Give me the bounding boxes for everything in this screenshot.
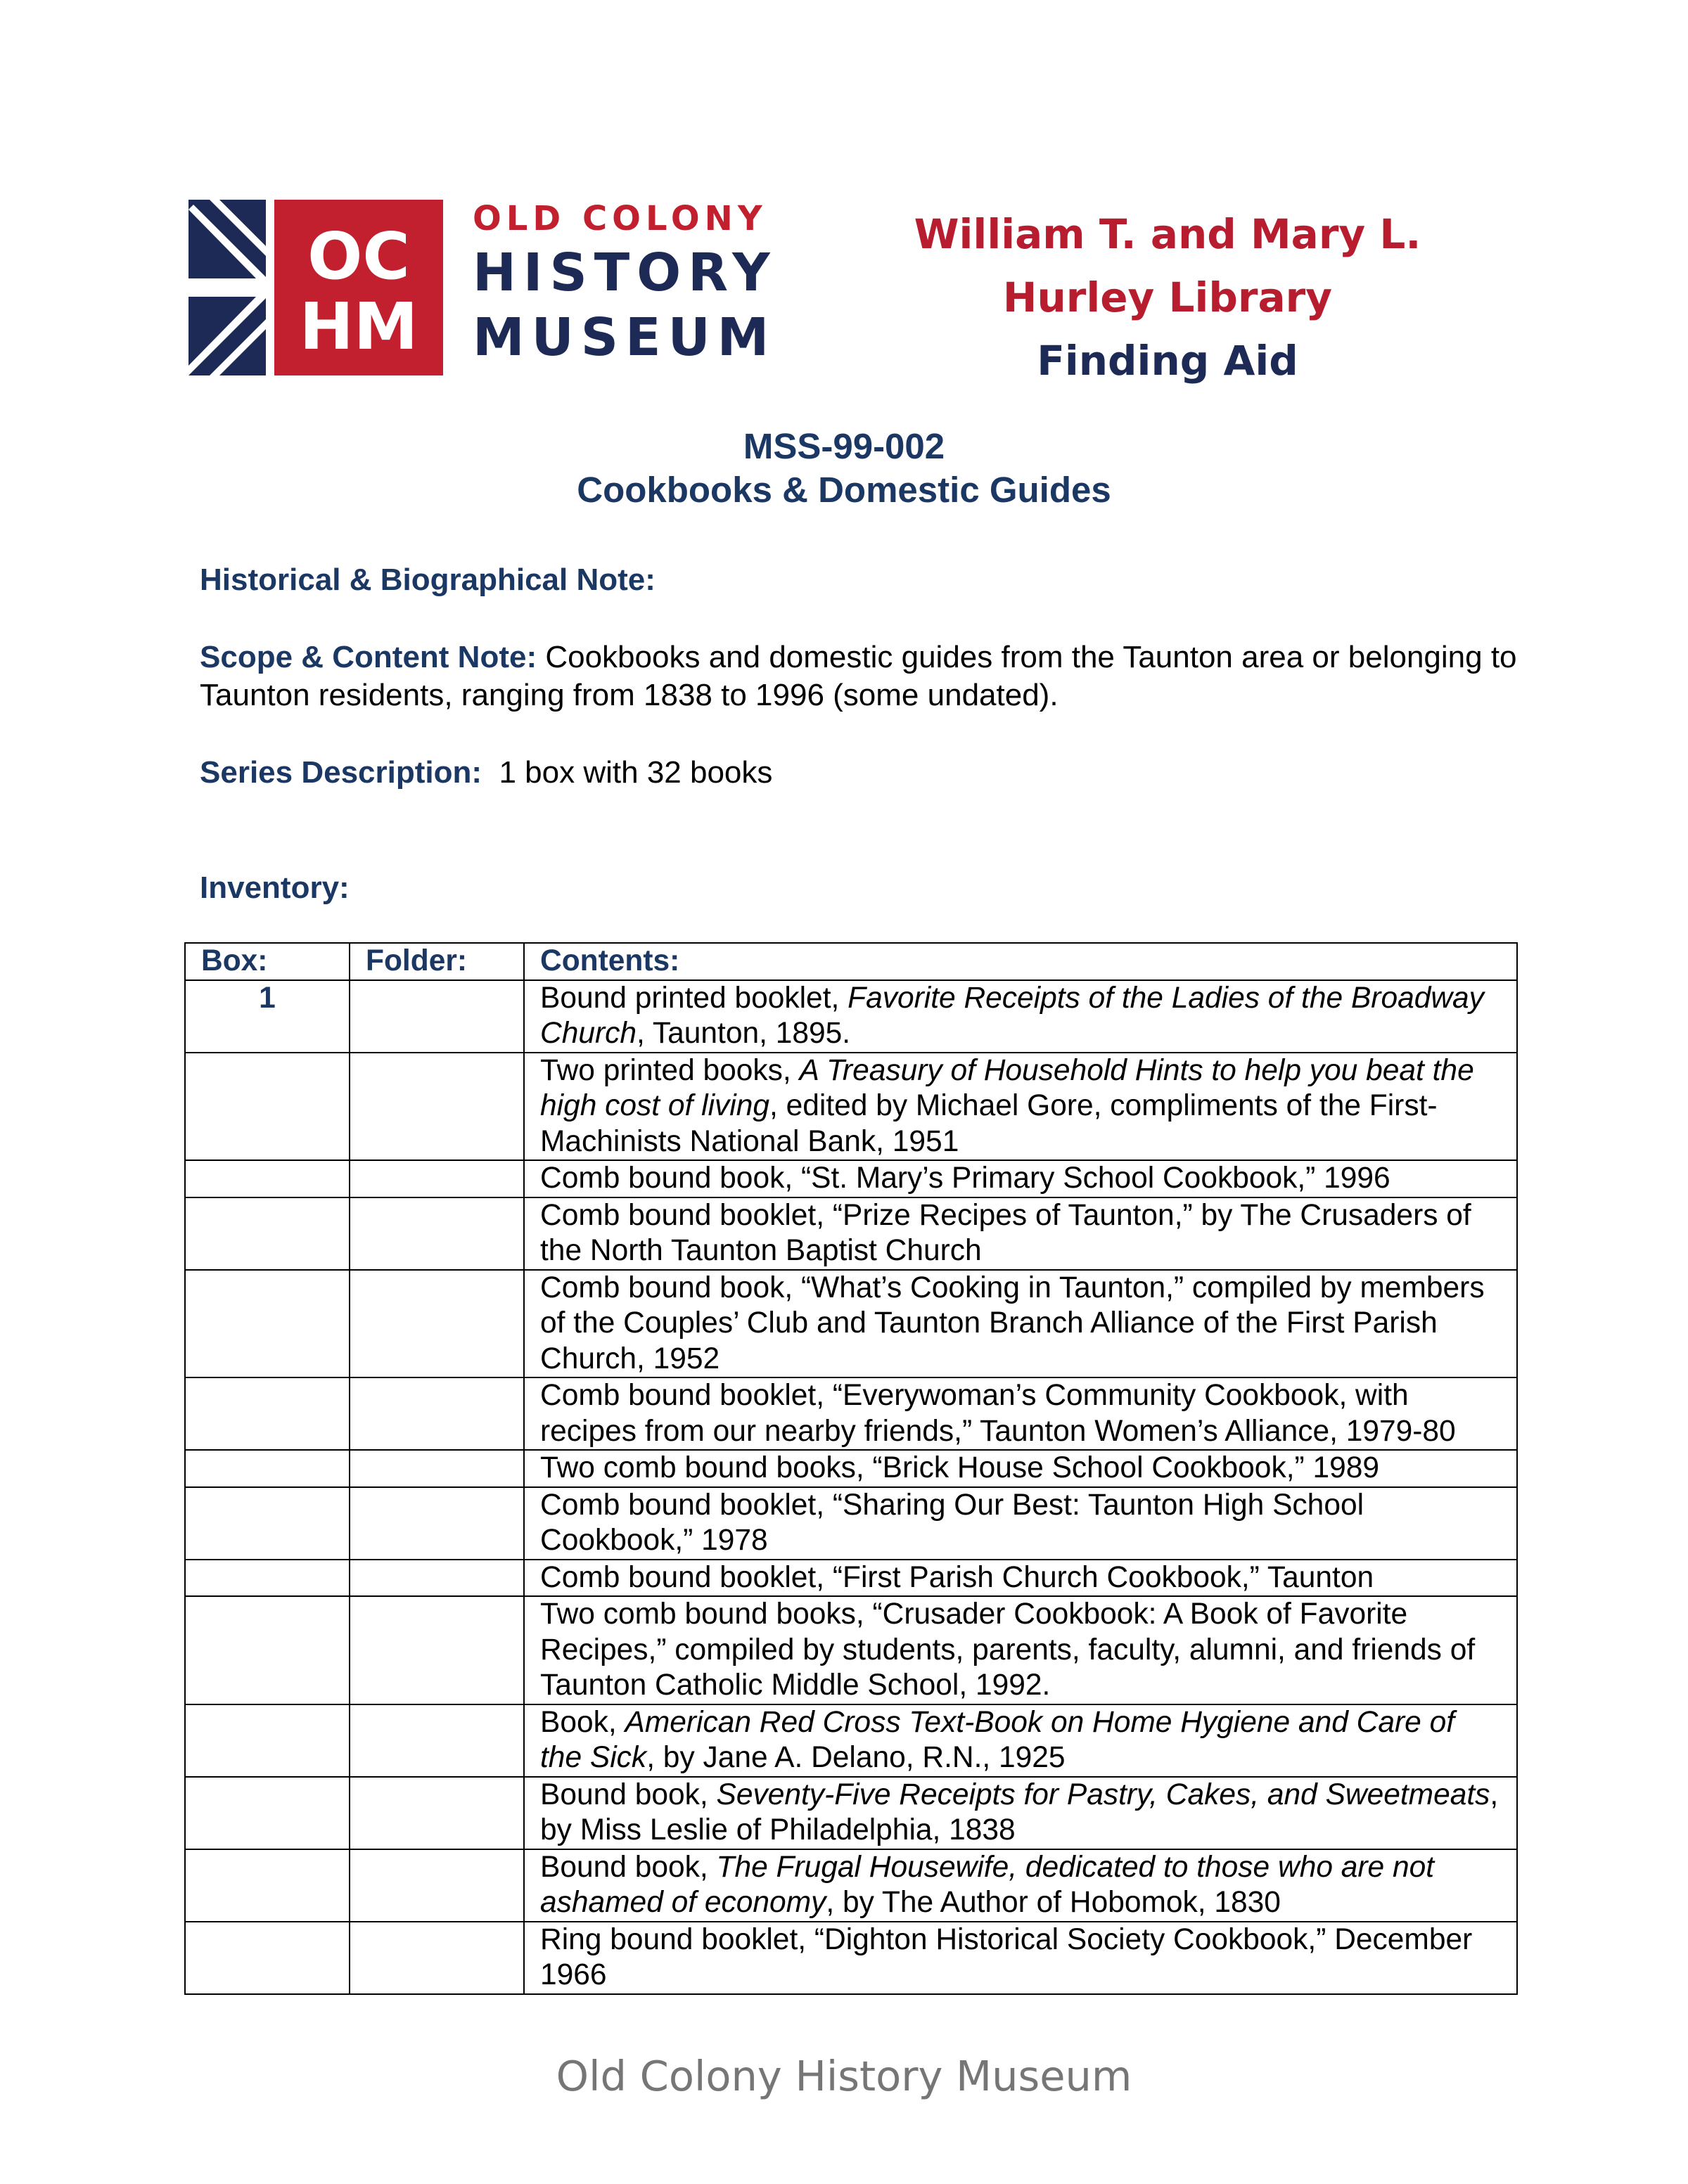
contents-cell [524,1560,1517,1597]
contents-post-text: , edited by Michael Gore, compliments of the First-Machinists National Bank, 1951 [540,1089,1438,1158]
contents-pre-text: Book, [540,1705,625,1739]
library-name-line2: Hurley Library [1002,274,1333,321]
table-row [185,1450,1517,1487]
historical-note [200,561,1522,599]
folder-cell [350,1197,524,1270]
box-cell [185,1377,350,1450]
contents-cell [524,1704,1517,1777]
contents-cell [524,1596,1517,1704]
header-box: Box: [185,943,350,980]
contents-post-text: , by Miss Leslie of Philadelphia, 1838 [540,1778,1499,1846]
inventory-table [184,942,1518,1995]
inventory-heading [200,869,1522,907]
contents-pre-text: Two comb bound books, “Brick House School Cookbook,” 1989 [540,1451,1380,1484]
contents-cell [524,980,1517,1053]
box-cell [185,1777,350,1849]
table-row [185,1922,1517,1994]
folder-cell [350,1596,524,1704]
table-row [185,1777,1517,1849]
union-jack-logo-mark [188,200,443,375]
collection-title: Cookbooks & Domestic Guides [577,470,1111,510]
table-row [185,1849,1517,1922]
box-cell [185,1053,350,1161]
logo-monogram-top: OC [307,219,410,294]
folder-cell [350,1270,524,1378]
inventory-label: Inventory: [200,871,350,905]
contents-cell [524,1160,1517,1197]
folder-cell [350,980,524,1053]
contents-cell [524,1777,1517,1849]
box-cell [185,1270,350,1378]
museum-logo [188,197,800,380]
collection-id: MSS-99-002 [743,426,945,466]
contents-pre-text: Two printed books, [540,1053,800,1087]
folder-cell [350,1160,524,1197]
box-cell [185,1450,350,1487]
folder-cell [350,1560,524,1597]
series-description-text: 1 box with 32 books [482,755,773,790]
logo-wordmark [473,197,803,370]
contents-title-italic: American Red Cross Text-Book on Home Hygiene and Care of the Sick [540,1705,1455,1774]
contents-pre-text: Comb bound booklet, “Sharing Our Best: Taunton High School Cookbook,” 1978 [540,1488,1364,1557]
table-row [185,980,1517,1053]
series-description-label: Series Description: [200,755,482,790]
contents-cell [524,1450,1517,1487]
box-cell [185,1197,350,1270]
page-footer: Old Colony History Museum [556,2052,1132,2100]
table-row [185,1596,1517,1704]
box-cell [185,1922,350,1994]
contents-cell [524,1377,1517,1450]
folder-cell [350,1777,524,1849]
contents-title-italic: The Frugal Housewife, dedicated to those who are not ashamed of economy [540,1850,1435,1919]
contents-cell [524,1197,1517,1270]
contents-cell [524,1849,1517,1922]
folder-cell [350,1053,524,1161]
logo-line-old-colony: OLD COLONY [473,199,767,238]
finding-aid-title: Finding Aid [1037,337,1298,385]
box-cell [185,1596,350,1704]
contents-pre-text: Comb bound booklet, “First Parish Church Cookbook,” Taunton [540,1560,1374,1594]
table-row [185,1704,1517,1777]
logo-line-history: HISTORY [473,243,777,303]
table-row [185,1487,1517,1560]
folder-cell [350,1849,524,1922]
scope-note [200,638,1522,714]
table-row [185,1053,1517,1161]
table-row [185,1377,1517,1450]
historical-note-label: Historical & Biographical Note: [200,563,656,597]
contents-cell [524,1487,1517,1560]
contents-pre-text: Comb bound book, “What’s Cooking in Taunton,” compiled by members of the Couples’ Club and Taunton Branch Alliance of the First Parish Church, 1952 [540,1271,1485,1375]
box-cell [185,1487,350,1560]
table-row [185,1270,1517,1378]
box-cell [185,1160,350,1197]
box-cell [185,1560,350,1597]
contents-pre-text: Bound book, [540,1778,717,1811]
contents-title-italic: Favorite Receipts of the Ladies of the Broadway Church [540,981,1484,1050]
folder-cell [350,1450,524,1487]
contents-pre-text: Two comb bound books, “Crusader Cookbook: A Book of Favorite Recipes,” compiled by students, parents, faculty, alumni, and friends of Taunton Catholic Middle School, 1992. [540,1598,1476,1702]
contents-pre-text: Comb bound booklet, “Everywoman’s Community Cookbook, with recipes from our nearby friends,” Taunton Women’s Alliance, 1979-80 [540,1379,1456,1448]
contents-pre-text: Bound printed booklet, [540,981,848,1015]
header-folder: Folder: [350,943,524,980]
table-header-row [185,943,1517,980]
contents-title-italic: Seventy-Five Receipts for Pastry, Cakes, and Sweetmeats [716,1778,1490,1811]
contents-cell [524,1922,1517,1994]
scope-note-label: Scope & Content Note: [200,640,537,674]
folder-cell [350,1377,524,1450]
library-name-line1: William T. and Mary L. [914,210,1421,258]
contents-post-text: , by Jane A. Delano, R.N., 1925 [646,1741,1066,1774]
header-contents: Contents: [524,943,1517,980]
scope-note-text: Cookbooks and domestic guides from the Taunton area or belonging to Taunton residents, ranging from 1838 to 1996 (some undated). [200,640,1517,712]
folder-cell [350,1922,524,1994]
contents-title-italic: A Treasury of Household Hints to help you beat the high cost of living [540,1053,1474,1122]
box-cell: 1 [185,980,350,1053]
contents-pre-text: Comb bound book, “St. Mary’s Primary School Cookbook,” 1996 [540,1162,1390,1195]
logo-monogram-bottom: HM [299,289,418,364]
table-row [185,1197,1517,1270]
library-heading [858,203,1477,392]
contents-pre-text: Ring bound booklet, “Dighton Historical Society Cookbook,” December 1966 [540,1922,1473,1991]
box-cell [185,1849,350,1922]
folder-cell [350,1704,524,1777]
contents-post-text: , by The Author of Hobomok, 1830 [826,1886,1281,1919]
collection-heading [0,425,1688,512]
table-row [185,1560,1517,1597]
series-description [200,754,1522,792]
logo-line-museum: MUSEUM [473,307,776,368]
box-cell [185,1704,350,1777]
contents-cell [524,1270,1517,1378]
folder-cell [350,1487,524,1560]
table-row [185,1160,1517,1197]
contents-pre-text: Bound book, [540,1850,717,1884]
contents-pre-text: Comb bound booklet, “Prize Recipes of Taunton,” by The Crusaders of the North Taunton Baptist Church [540,1198,1471,1267]
contents-post-text: , Taunton, 1895. [637,1017,851,1050]
contents-cell [524,1053,1517,1161]
